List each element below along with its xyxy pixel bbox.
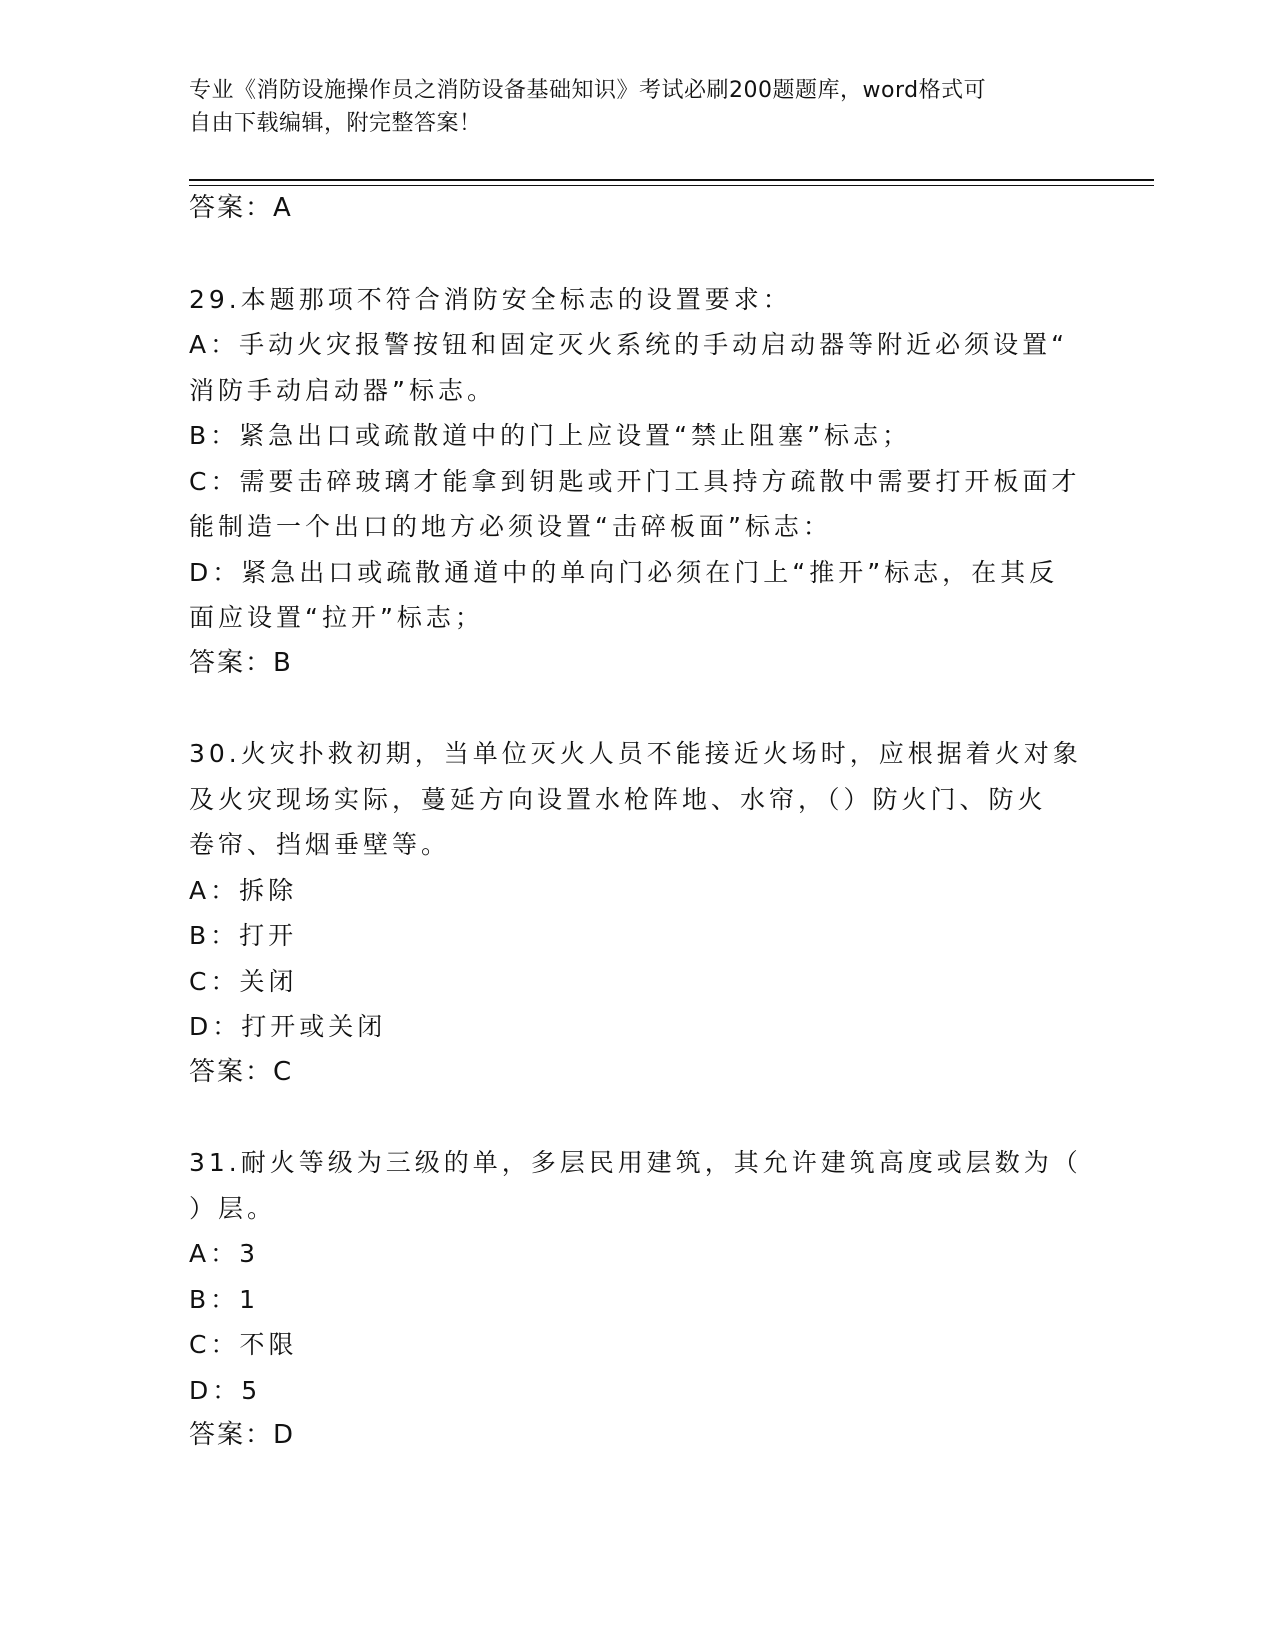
answer-line: 答案：A: [189, 193, 293, 223]
answer-line: 答案：B: [189, 647, 293, 678]
question-30: [189, 731, 1089, 1095]
question-stem: 30.火灾扑救初期，当单位灭火人员不能接近火场时，应根据着火对象: [189, 739, 1082, 768]
question-stem-continued: 卷帘、挡烟垂壁等。: [189, 830, 451, 859]
question-stem-continued: 及火灾现场实际，蔓延方向设置水枪阵地、水帘，（）防火门、防火: [189, 784, 1047, 814]
spacer: [189, 232, 1089, 277]
option-d: D：打开或关闭: [189, 1012, 387, 1041]
question-31: [189, 1140, 1089, 1459]
option-b: B：紧急出口或疏散道中的门上应设置“禁止阻塞”标志；: [189, 421, 912, 450]
question-stem: 29.本题那项不符合消防安全标志的设置要求：: [189, 284, 792, 314]
option-d-continued: 面应设置“拉开”标志；: [189, 603, 484, 632]
option-c: C：关闭: [189, 966, 298, 996]
option-b: B：打开: [189, 921, 298, 950]
question-stem: 31.耐火等级为三级的单，多层民用建筑，其允许建筑高度或层数为（: [189, 1148, 1082, 1177]
option-a-continued: 消防手动启动器”标志。: [189, 375, 496, 405]
option-a: A：手动火灾报警按钮和固定灭火系统的手动启动器等附近必须设置“: [189, 330, 1069, 359]
option-d: D：紧急出口或疏散通道中的单向门必须在门上“推开”标志，在其反: [189, 557, 1059, 587]
answer-line: 答案：C: [189, 1056, 294, 1087]
document-header: [189, 74, 1069, 140]
spacer: [189, 1095, 1089, 1140]
question-list: [189, 186, 1089, 1459]
header-line-2: 自由下载编辑，附完整答案！: [189, 111, 482, 136]
question-29: [189, 277, 1089, 687]
option-a: A：3: [189, 1239, 260, 1268]
option-d: D：5: [189, 1375, 262, 1405]
header-divider-thick: [189, 179, 1154, 181]
option-c-continued: 能制造一个出口的地方必须设置“击碎板面”标志：: [189, 512, 832, 541]
header-line-1: 专业《消防设施操作员之消防设备基础知识》考试必刷200题题库，word格式可: [189, 78, 987, 103]
answer-line: 答案：D: [189, 1420, 296, 1450]
option-c: C：需要击碎玻璃才能拿到钥匙或开门工具持方疏散中需要打开板面才: [189, 466, 1081, 496]
option-c: C：不限: [189, 1330, 298, 1359]
spacer: [189, 686, 1089, 731]
option-b: B：1: [189, 1284, 260, 1314]
question-stem-continued: ）层。: [189, 1193, 277, 1223]
option-a: A：拆除: [189, 875, 298, 905]
